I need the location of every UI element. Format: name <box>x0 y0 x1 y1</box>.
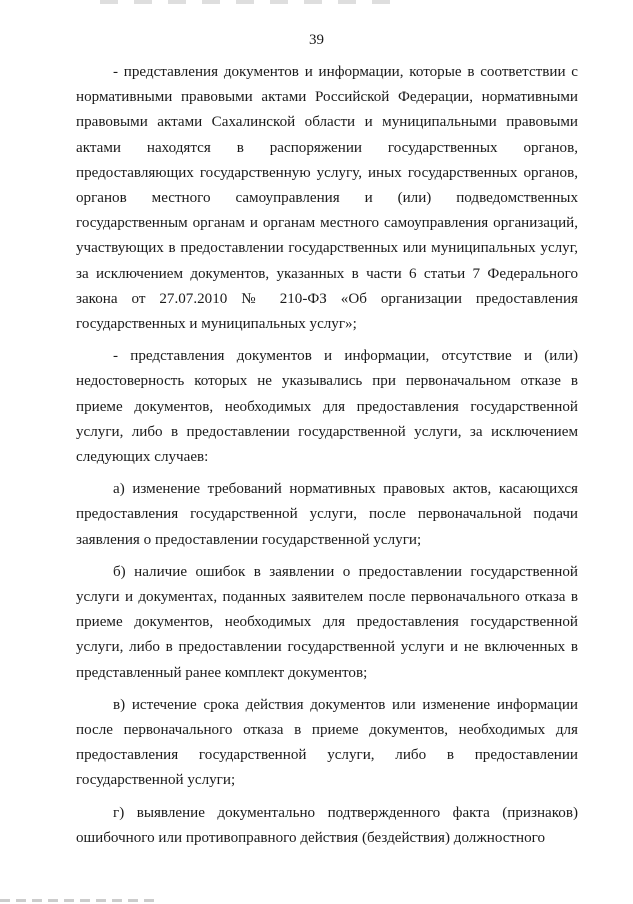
paragraph-item-a: а) изменение требований нормативных правовых актов, касающихся предоставления государственной услуги, после первоначальной подачи заявления о предоставлении государственной услуги; <box>76 481 578 548</box>
paragraph-documents-not-indicated: - представления документов и информации, отсутствие и (или) недостоверность которых не указывались при первоначальном отказе в приеме документов, необходимых для предоставления государственной услуги, либо в предоставлении государственной услуги, за исключением следующих случаев: <box>76 348 578 466</box>
page-number: 39 <box>309 32 324 48</box>
paragraph-item-b: б) наличие ошибок в заявлении о предоставлении государственной услуги и документах, поданных заявителем после первоначального отказа в приеме документов, необходимых для предоставления государственной услуги, либо в предоставлении государственной услуги и не включенных в представленный ранее комплект документов; <box>76 563 578 681</box>
paragraph-item-g: г) выявление документально подтвержденного факта (признаков) ошибочного или противоправного действия (бездействия) должностного <box>76 804 578 846</box>
paragraph-documents-in-possession: - представления документов и информации, которые в соответствии с нормативными правовыми актами Российской Федерации, нормативными правовыми актами Сахалинской области и муниципальными правовыми актами находятся в распоряжении государственных органов, предоставляющих государственную услугу, иных государственных органов, органов местного самоуправления и (или) подведомственных государственным органам и органам местного самоуправления организаций, участвующих в предоставлении государственных или муниципальных услуг, за исключением документов, указанных в части 6 статьи 7 Федерального закона от 27.07.2010 № 210-ФЗ «Об организации предоставления государственных и муниципальных услуг»; <box>76 64 578 333</box>
scan-artifact-top <box>100 0 400 4</box>
paragraph-item-v: в) истечение срока действия документов или изменение информации после первоначального отказа в приеме документов, необходимых для предоставления государственной услуги, либо в предоставлении государственной услуги; <box>76 696 578 789</box>
scan-artifact-bottom <box>0 899 160 902</box>
document-body <box>76 60 578 851</box>
